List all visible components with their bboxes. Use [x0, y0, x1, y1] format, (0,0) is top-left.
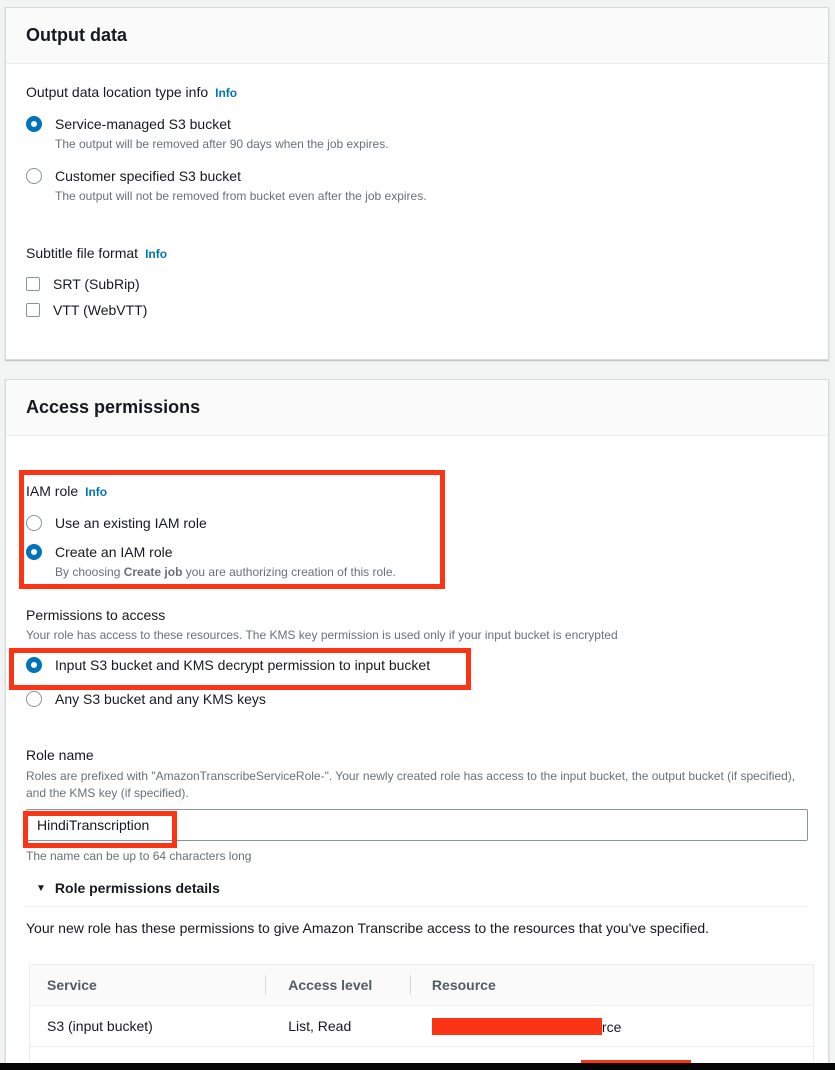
radio-label: Service-managed S3 bucket [55, 116, 231, 132]
role-name-section [26, 747, 808, 865]
divider [26, 906, 808, 907]
subtitle-format-info-link[interactable]: Info [145, 247, 168, 261]
checkbox-label: VTT (WebVTT) [53, 302, 148, 318]
cell-resource: rce [410, 1006, 814, 1047]
column-header-service: Service [30, 965, 266, 1006]
radio-icon-selected[interactable] [26, 544, 42, 560]
output-data-card-header [6, 8, 828, 64]
subtitle-format-section [26, 245, 808, 320]
redacted-resource-block [432, 1018, 602, 1035]
permissions-to-access-label: Permissions to access [26, 607, 166, 623]
output-location-label: Output data location type info [26, 84, 209, 100]
radio-label: Any S3 bucket and any KMS keys [55, 691, 266, 707]
radio-label: Input S3 bucket and KMS decrypt permission to input bucket [55, 657, 431, 673]
table-header-row [30, 965, 814, 1006]
radio-label: Customer specified S3 bucket [55, 168, 241, 184]
radio-icon-unselected[interactable] [26, 168, 42, 184]
iam-role-info-link[interactable]: Info [85, 485, 108, 499]
caret-down-icon: ▼ [36, 882, 46, 894]
radio-label: Create an IAM role [55, 544, 173, 560]
access-permissions-card-body [6, 436, 828, 1070]
output-data-card-body [6, 64, 828, 340]
radio-option-any-s3-kms[interactable] [26, 690, 808, 709]
radio-icon-unselected[interactable] [26, 515, 42, 531]
role-permissions-details-label: Role permissions details [54, 880, 220, 896]
access-permissions-card-header [6, 380, 828, 436]
iam-role-label: IAM role [26, 483, 79, 499]
radio-option-create-iam-role[interactable] [26, 543, 808, 579]
access-permissions-card [5, 379, 829, 1070]
column-header-access-level: Access level [265, 965, 410, 1006]
output-data-card [5, 7, 829, 360]
input-s3-option-wrap [26, 656, 808, 675]
role-name-hint: The name can be up to 64 characters long [26, 849, 252, 863]
screenshot-bottom-edge [0, 1063, 835, 1070]
radio-icon-unselected[interactable] [26, 691, 42, 707]
checkbox-icon[interactable] [26, 277, 40, 291]
radio-desc: The output will be removed after 90 days when the job expires. [55, 137, 389, 151]
iam-role-section [26, 483, 808, 579]
radio-label: Use an existing IAM role [55, 515, 207, 531]
checkbox-icon[interactable] [26, 303, 40, 317]
checkbox-option-vtt[interactable] [26, 301, 808, 320]
checkbox-label: SRT (SubRip) [53, 276, 140, 292]
create-job-bold-text: Create job [123, 565, 183, 579]
radio-option-customer-specified[interactable] [26, 167, 808, 203]
role-name-label: Role name [26, 747, 94, 763]
role-name-input-wrap [26, 809, 808, 841]
role-name-input[interactable] [26, 809, 808, 841]
checkbox-option-srt[interactable] [26, 275, 808, 294]
radio-desc: By choosing Create job you are authorizing creation of this role. [55, 565, 396, 579]
column-header-resource: Resource [410, 965, 814, 1006]
radio-option-input-s3-kms[interactable] [26, 656, 808, 675]
radio-desc: The output will not be removed from bucket even after the job expires. [55, 189, 427, 203]
table-row-s3 [30, 1006, 814, 1047]
output-location-info-link[interactable]: Info [215, 86, 238, 100]
access-permissions-title: Access permissions [26, 397, 201, 417]
output-data-title: Output data [26, 25, 127, 45]
cell-service: S3 (input bucket) [30, 1006, 266, 1047]
role-name-desc: Roles are prefixed with "AmazonTranscribeServiceRole-". Your newly created role has access to the input bucket, the output bucket (if specified), and the KMS key (if specified). [26, 769, 796, 800]
role-permissions-table [29, 964, 814, 1070]
radio-icon-selected[interactable] [26, 116, 42, 132]
cell-access-level: List, Read [265, 1006, 410, 1047]
output-location-label-row [26, 84, 808, 102]
radio-option-service-managed[interactable] [26, 115, 808, 151]
permissions-to-access-section [26, 607, 808, 709]
role-permissions-details-toggle[interactable] [36, 880, 808, 896]
radio-option-existing-iam-role[interactable] [26, 514, 808, 533]
subtitle-format-label: Subtitle file format [26, 245, 139, 261]
iam-role-label-row [26, 483, 808, 501]
permissions-to-access-desc: Your role has access to these resources. The KMS key permission is used only if your input bucket is encrypted [26, 628, 618, 642]
role-permissions-details-desc: Your new role has these permissions to give Amazon Transcribe access to the resources that you've specified. [26, 920, 710, 936]
radio-icon-selected[interactable] [26, 657, 42, 673]
